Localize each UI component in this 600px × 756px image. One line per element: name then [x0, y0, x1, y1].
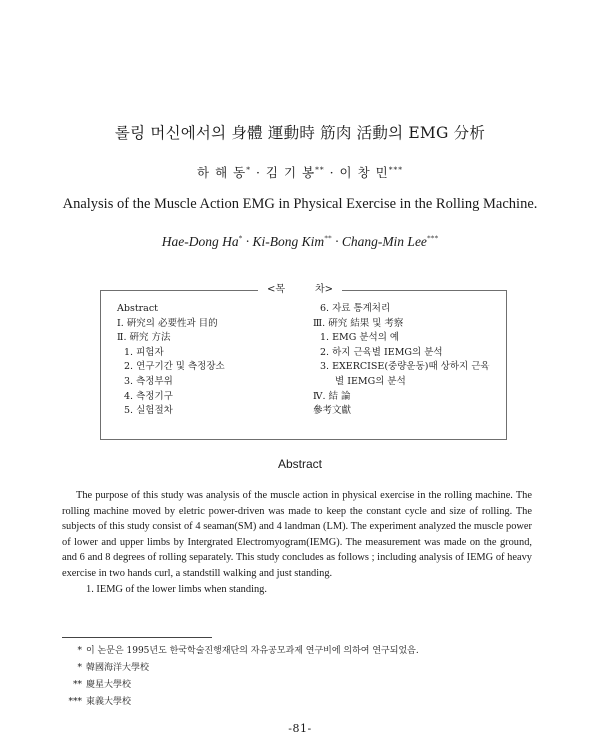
toc-entry: 2. 하지 근육별 IEMG의 분석: [320, 346, 443, 358]
author-name: 이 창 민: [339, 165, 389, 180]
toc-entry: Ⅰ. 硏究의 必要性과 目的: [117, 317, 218, 329]
toc-entry: Ⅳ. 結 論: [313, 390, 351, 402]
toc-entry: 3. EXERCISE(중량운동)때 상하지 근육: [320, 361, 490, 373]
paper-title-english: Analysis of the Muscle Action EMG in Physical Exercise in the Rolling Machine.: [62, 196, 538, 212]
affiliation-mark: *: [238, 233, 243, 243]
author-name: Ki-Bong Kim: [252, 234, 325, 249]
toc-entry: 4. 측정기구: [124, 390, 173, 402]
page-number: -81-: [288, 722, 312, 735]
author-separator: ·: [335, 234, 339, 249]
abstract-body: [62, 488, 532, 597]
footnotes: [62, 643, 419, 711]
toc-entry: 1. EMG 분석의 예: [320, 332, 400, 344]
author-list-english: [0, 234, 600, 250]
footnote: [62, 694, 419, 711]
footnote: [62, 660, 419, 677]
author-separator: ·: [329, 165, 335, 180]
footnote-text: 東義大學校: [86, 697, 132, 707]
author-separator: ·: [255, 165, 261, 180]
toc-entry: 별 IEMG의 분석: [335, 375, 406, 387]
footnote: [62, 643, 419, 660]
footnote-mark: **: [73, 680, 82, 690]
footnote-mark: *: [77, 646, 82, 656]
abstract-list-item: 1. IEMG of the lower limbs when standing.: [86, 583, 267, 595]
author-list-korean: [0, 163, 600, 181]
toc-entry: Ⅲ. 硏究 結果 및 考察: [313, 317, 404, 329]
footnote-text: 慶星大學校: [86, 680, 132, 690]
affiliation-mark: *: [246, 164, 251, 174]
author-name: 김 기 봉: [265, 165, 316, 180]
toc-caption-left: <목: [266, 284, 285, 295]
footnote-text: 이 논문은 1995년도 한국학술진행재단의 자유공모과제 연구비에 의하여 연구되었음.: [86, 646, 419, 656]
author-name: Chang-Min Lee: [341, 234, 427, 249]
toc-caption-right: 차>: [315, 284, 334, 295]
paper-title-korean: 롤링 머신에서의 身體 運動時 筋肉 活動의 EMG 分析: [114, 124, 486, 142]
affiliation-mark: **: [324, 233, 332, 243]
abstract-paragraph: The purpose of this study was analysis of the muscle action in physical exercise in the rolling machine. The rolling machine moved by eletric power-driven was made to keep the constant cycle and size of rolling. The subjects of this study consist of 4 seaman(SM) and 4 landman (LM). The experiment analyzed the muscle power of lower and upper limbs by Intergrated Electromyogram(IEMG). The measurement was made on the ground, and 6 and 8 degrees of rolling separately. This study concludes as follows ; including analysis of IEMG of heavy exercise in two hands curl, a standstill walking and just standing.: [62, 490, 532, 579]
footnote: [62, 677, 419, 694]
toc-entry: Ⅱ. 硏究 方法: [117, 332, 171, 344]
author-name: Hae-Dong Ha: [161, 234, 239, 249]
author-separator: ·: [245, 234, 250, 249]
toc-left-column: [117, 302, 297, 419]
affiliation-mark: ***: [388, 164, 403, 174]
affiliation-mark: **: [315, 164, 325, 174]
footnote-divider: [62, 637, 212, 638]
toc-entry: 參考文獻: [313, 405, 352, 417]
footnote-mark: ***: [68, 697, 82, 707]
footnote-mark: *: [77, 663, 82, 673]
toc-right-column: [313, 302, 498, 419]
toc-entry: 6. 자료 통계처리: [320, 303, 391, 314]
toc-entry: 3. 측정부위: [124, 375, 173, 387]
toc-entry: Abstract: [117, 303, 158, 314]
toc-entry: 2. 연구기간 및 측정장소: [124, 361, 225, 373]
affiliation-mark: ***: [426, 233, 439, 243]
abstract-heading: Abstract: [277, 457, 322, 471]
toc-entry: 5. 실험절차: [124, 405, 173, 417]
toc-caption: [258, 283, 342, 297]
footnote-text: 韓國海洋大學校: [86, 663, 150, 673]
author-name: 하 해 동: [197, 165, 247, 180]
toc-entry: 1. 피험자: [124, 346, 164, 358]
